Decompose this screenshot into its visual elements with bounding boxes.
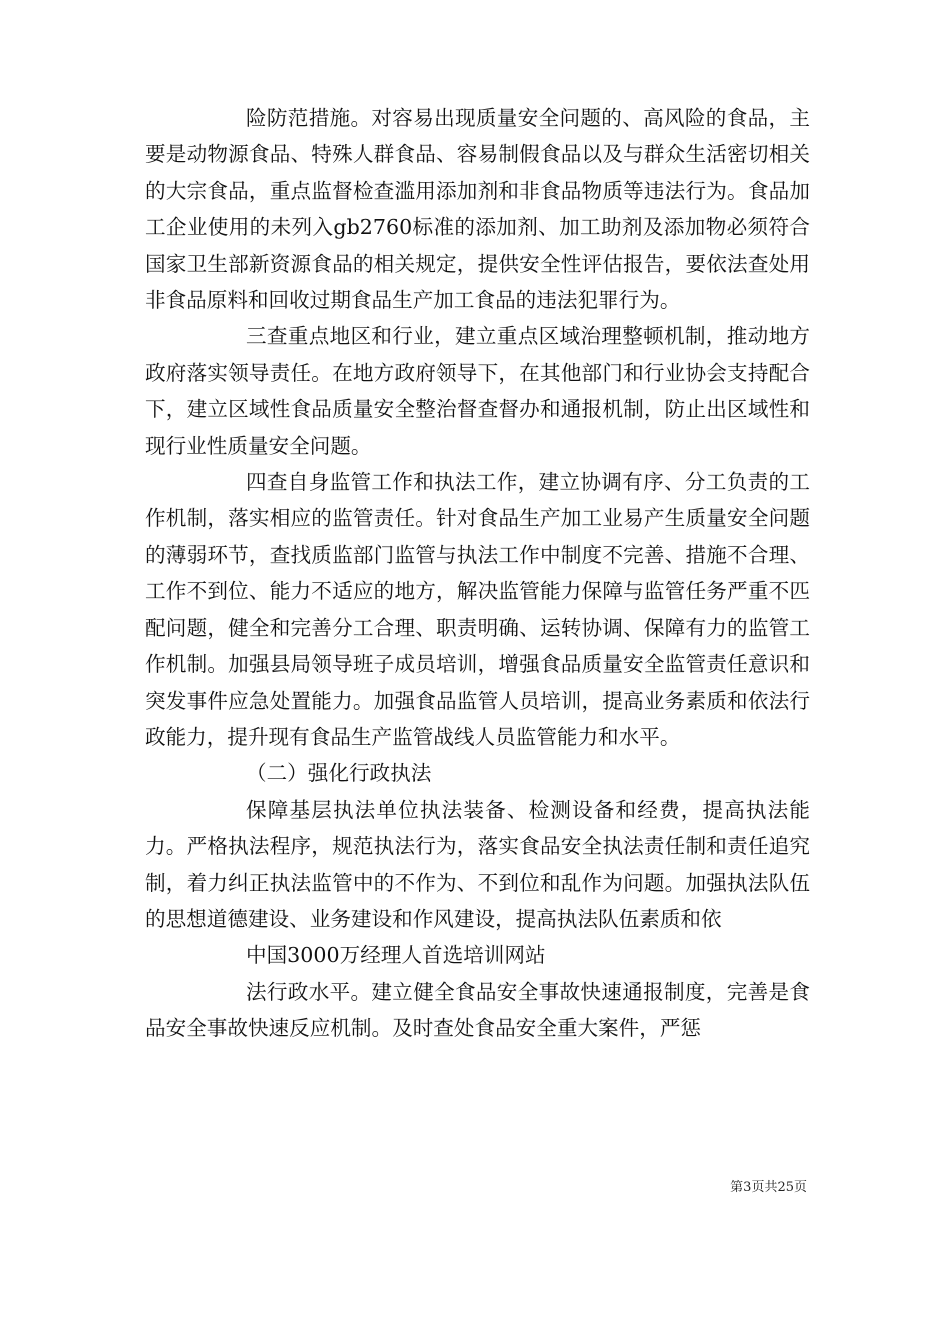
paragraph-key-regions: 三查重点地区和行业，建立重点区域治理整顿机制，推动地方政府落实领导责任。在地方政府领导下，在其他部门和行业协会支持配合下，建立区域性食品质量安全整治督查督办和通报机制，防止出区域性和现行业性质量安全问题。 <box>145 324 810 458</box>
body-text <box>145 100 810 1047</box>
paragraph-risk-prevention: 险防范措施。对容易出现质量安全问题的、高风险的食品，主要是动物源食品、特殊人群食品、容易制假食品以及与群众生活密切相关的大宗食品，重点监督检查滥用添加剂和非食品物质等违法行为。食品加工企业使用的未列入gb2760标准的添加剂、加工助剂及添加物必须符合国家卫生部新资源食品的相关规定，提供安全性评估报告，要依法查处用非食品原料和回收过期食品生产加工食品的违法犯罪行为。 <box>145 106 810 313</box>
paragraph-self-supervision: 四查自身监管工作和执法工作，建立协调有序、分工负责的工作机制，落实相应的监管责任。针对食品生产加工业易产生质量安全问题的薄弱环节，查找质监部门监管与执法工作中制度不完善、措施不合理、工作不到位、能力不适应的地方，解决监管能力保障与监管任务严重不匹配问题，健全和完善分工合理、职责明确、运转协调、保障有力的监管工作机制。加强县局领导班子成员培训，增强食品质量安全监管责任意识和突发事件应急处置能力。加强食品监管人员培训，提高业务素质和依法行政能力，提升现有食品生产监管战线人员监管能力和水平。 <box>145 470 810 749</box>
paragraph-enforcement: 保障基层执法单位执法装备、检测设备和经费，提高执法能力。严格执法程序，规范执法行为，落实食品安全执法责任制和责任追究制，着力纠正执法监管中的不作为、不到位和乱作为问题。加强执法队伍的思想道德建设、业务建设和作风建设，提高执法队伍素质和依 <box>145 797 810 931</box>
paragraph-continuation: 法行政水平。建立健全食品安全事故快速通报制度，完善是食品安全事故快速反应机制。及时查处食品安全重大案件，严惩 <box>145 979 810 1041</box>
page-number: 第3页共25页 <box>730 1180 807 1195</box>
section-heading: （二）强化行政执法 <box>246 761 432 786</box>
watermark-ad-line: 中国3000万经理人首选培训网站 <box>246 943 546 968</box>
